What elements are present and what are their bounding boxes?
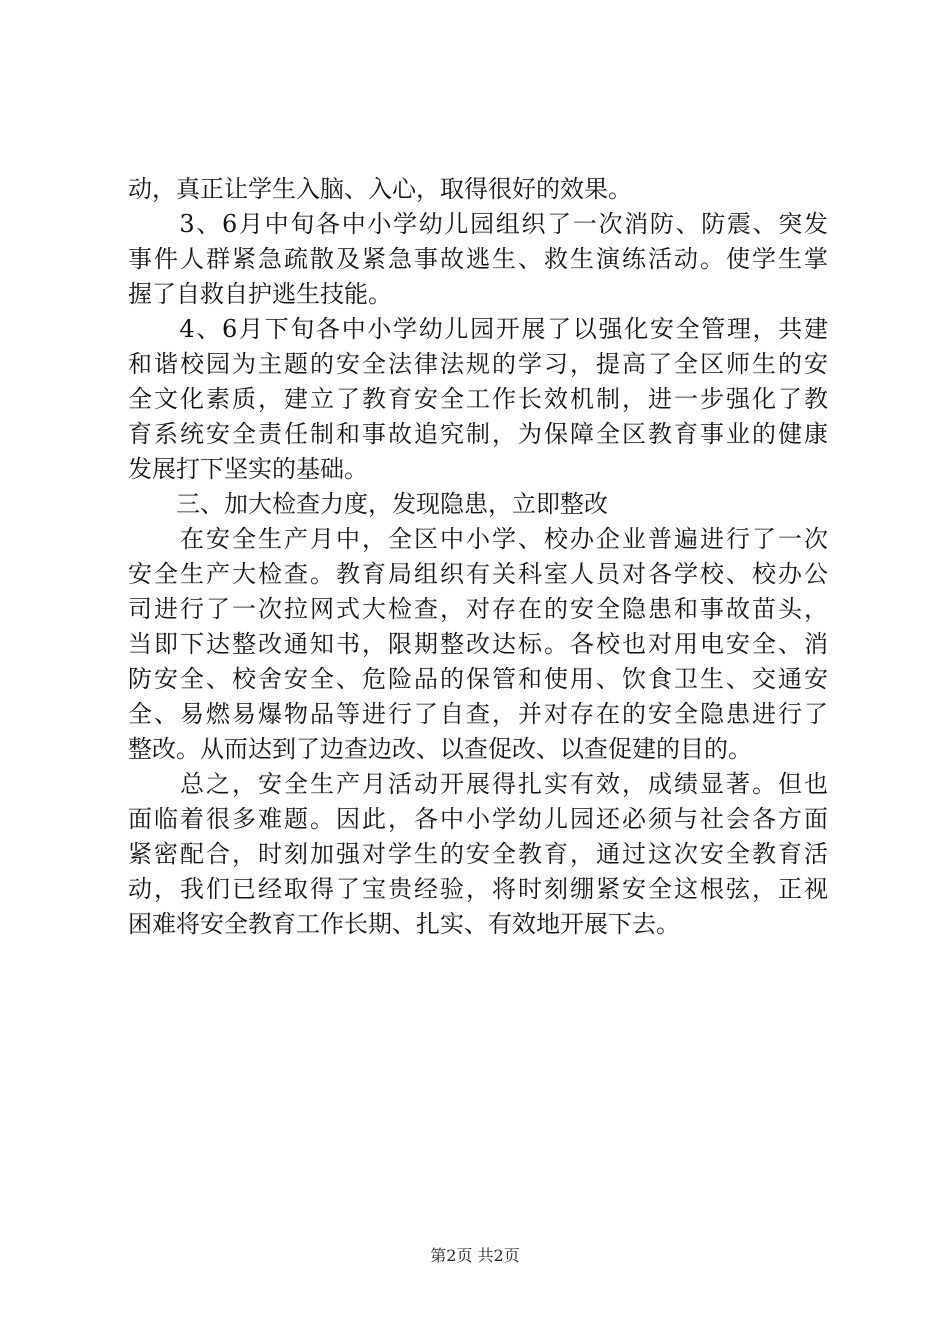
text-line: 握了自救自护逃生技能。 (128, 280, 392, 308)
text-line: 动，真正让学生入脑、入心，取得很好的效果。 (128, 175, 632, 203)
text-line: 发展打下坚实的基础。 (128, 455, 368, 483)
text-line: 3、6月中旬各中小学幼儿园组织了一次消防、防震、突发 (128, 210, 828, 238)
text-line: 事件人群紧急疏散及紧急事故逃生、救生演练活动。使学生掌 (128, 245, 828, 273)
text-line: 当即下达整改通知书，限期整改达标。各校也对用电安全、消 (128, 630, 828, 658)
document-body (128, 172, 828, 942)
text-line: 全文化素质，建立了教育安全工作长效机制，进一步强化了教 (128, 385, 828, 413)
text-line: 司进行了一次拉网式大检查，对存在的安全隐患和事故苗头， (128, 595, 828, 623)
text-line: 育系统安全责任制和事故追究制，为保障全区教育事业的健康 (128, 420, 828, 448)
text-line: 在安全生产月中，全区中小学、校办企业普遍进行了一次 (128, 525, 828, 553)
text-line: 总之，安全生产月活动开展得扎实有效，成绩显著。但也 (128, 770, 828, 798)
section-heading: 三、加大检查力度，发现隐患，立即整改 (128, 490, 608, 518)
text-line: 防安全、校舍安全、危险品的保管和使用、饮食卫生、交通安 (128, 665, 828, 693)
text-line: 4、6月下旬各中小学幼儿园开展了以强化安全管理，共建 (128, 315, 828, 343)
page-number: 第2页 共2页 (430, 1246, 520, 1265)
text-line: 困难将安全教育工作长期、扎实、有效地开展下去。 (128, 910, 680, 938)
text-line: 安全生产大检查。教育局组织有关科室人员对各学校、校办公 (128, 560, 828, 588)
page-footer (0, 1244, 950, 1268)
text-line: 和谐校园为主题的安全法律法规的学习，提高了全区师生的安 (128, 350, 828, 378)
text-line: 整改。从而达到了边查边改、以查促改、以查促建的目的。 (128, 735, 752, 763)
text-line: 全、易燃易爆物品等进行了自查，并对存在的安全隐患进行了 (128, 700, 828, 728)
text-line: 动，我们已经取得了宝贵经验，将时刻绷紧安全这根弦，正视 (128, 875, 828, 903)
text-line: 紧密配合，时刻加强对学生的安全教育，通过这次安全教育活 (128, 840, 828, 868)
text-line: 面临着很多难题。因此，各中小学幼儿园还必须与社会各方面 (128, 805, 828, 833)
